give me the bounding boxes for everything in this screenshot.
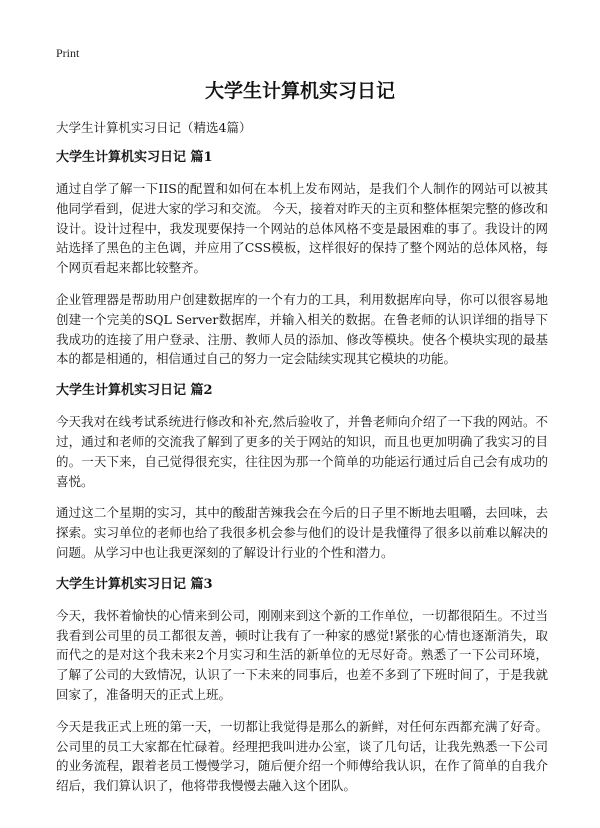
section-1 xyxy=(56,148,548,369)
document-body xyxy=(56,118,548,808)
paragraph: 今天我对在线考试系统进行修改和补充,然后验收了，并鲁老师向介绍了一下我的网站。不过，通过和老师的交流我了解到了更多的关于网站的知识，而且也更加明确了我实习的目的。一天下来，自己觉得很充实，往往因为那一个简单的功能运行通过后自己会有成功的喜悦。 xyxy=(56,414,548,489)
section-2 xyxy=(56,381,548,563)
document-intro: 大学生计算机实习日记（精选4篇） xyxy=(56,120,252,135)
section-heading: 大学生计算机实习日记 篇1 xyxy=(56,150,213,165)
paragraph: 今天是我正式上班的第一天，一切都让我觉得是那么的新鲜，对任何东西都充满了好奇。公司里的员工大家都在忙碌着。经理把我叫进办公室，谈了几句话，让我先熟悉一下公司的业务流程，跟着老员工慢慢学习，随后便介绍一个师傅给我认识，在作了简单的自我介绍后，我们算认识了，他将带我慢慢去融入这个团队。 xyxy=(56,718,548,794)
paragraph: 今天，我怀着愉快的心情来到公司，刚刚来到这个新的工作单位，一切都很陌生。不过当我看到公司里的员工都很友善，顿时让我有了一种家的感觉!紧张的心情也逐渐消失，取而代之的是对这个我未来2个月实习和生活的新单位的无尽好奇。熟悉了一下公司环境，了解了公司的大致情况，认识了一下未来的同事后，也差不多到了下班时间了，于是我就回家了，准备明天的正式上班。 xyxy=(56,607,548,702)
print-link[interactable]: Print xyxy=(56,46,80,60)
section-heading: 大学生计算机实习日记 篇2 xyxy=(56,383,213,399)
section-heading: 大学生计算机实习日记 篇3 xyxy=(56,576,213,592)
page-title: 大学生计算机实习日记 xyxy=(204,80,395,102)
paragraph: 通过这二个星期的实习，其中的酸甜苦辣我会在今后的日子里不断地去咀嚼，去回味，去探索。实习单位的老师也给了我很多机会参与他们的设计是我懂得了很多以前难以解决的问题。从学习中也让我更深刻的了解设计行业的个性和潜力。 xyxy=(56,505,548,560)
section-3 xyxy=(56,575,548,796)
paragraph: 企业管理器是帮助用户创建数据库的一个有力的工具，利用数据库向导，你可以很容易地创建一个完美的SQL Server数据库，并输入相关的数据。在鲁老师的认识详细的指导下我成功的连接了用户登录、注册、教师人员的添加、修改等模块。使各个模块实现的最基本的都是相通的，相信通过自己的努力一定会陆续实现其它模块的功能。 xyxy=(56,291,548,367)
paragraph: 通过自学了解一下IIS的配置和如何在本机上发布网站，是我们个人制作的网站可以被其他同学看到，促进大家的学习和交流。 今天，接着对昨天的主页和整体框架完整的修改和设计。设计过程中，我发现要保持一个网站的总体风格不变是最困难的事了。我设计的网站选择了黑色的主色调，并应用了CSS模板，这样很好的保持了整个网站的总体风格，每个网页看起来都比较整齐。 xyxy=(56,181,548,276)
